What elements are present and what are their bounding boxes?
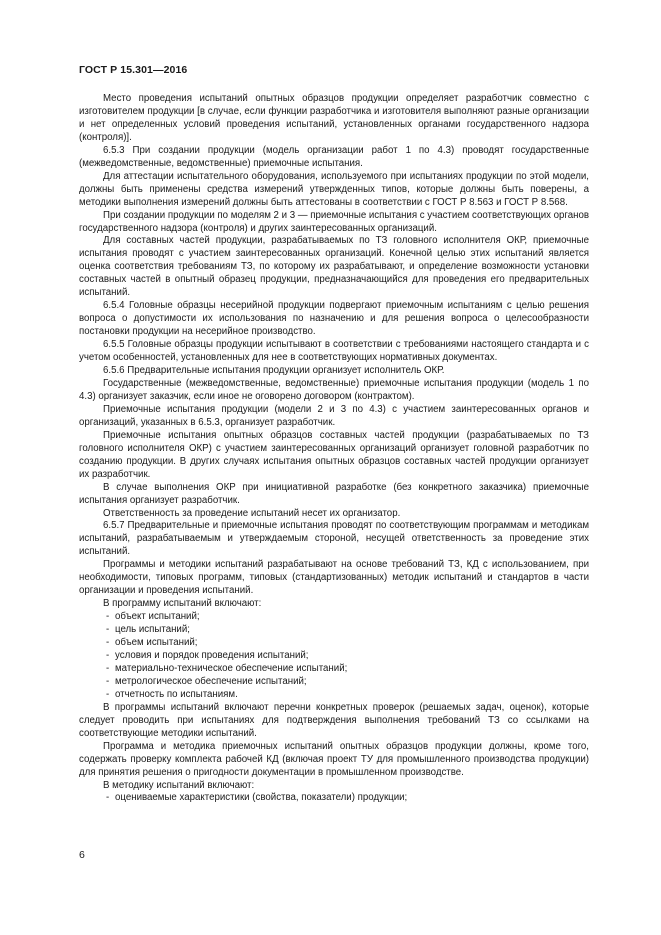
paragraph: 6.5.4 Головные образцы несерийной продукции подвергают приемочным испытаниям с целью решения вопроса о допустимости их использования по назначению и для решения вопроса о целесообразности постановки продукции на несерийное производство.: [79, 300, 589, 338]
dash-bullet: -: [106, 792, 110, 804]
dash-bullet: -: [106, 637, 110, 649]
list-item: - отчетность по испытаниям.: [106, 688, 238, 700]
list-item: - материально-техническое обеспечение испытаний;: [106, 662, 348, 674]
paragraph: 6.5.7 Предварительные и приемочные испытания проводят по соответствующим программам и методикам испытаний, разрабатываемым и утверждаемым стороной, несущей ответственность за проведение этих испытаний.: [79, 520, 589, 558]
dash-bullet: -: [106, 688, 110, 700]
paragraph: Государственные (межведомственные, ведомственные) приемочные испытания продукции (модель 1 по 4.3) организует заказчик, если иное не оговорено договором (контрактом).: [79, 377, 589, 402]
list-item: - оцениваемые характеристики (свойства, показатели) продукции;: [106, 792, 408, 804]
dash-bullet: -: [106, 662, 110, 674]
list-item: - цель испытаний;: [106, 624, 190, 636]
dash-bullet: -: [106, 675, 110, 687]
paragraph: Программа и методика приемочных испытаний опытных образцов продукции должны, кроме того, содержать проверку комплекта рабочей КД (включая проект ТУ для промышленного производства продукции) для принятия решения о пригодности документации в промышленном производстве.: [79, 740, 589, 778]
paragraph: Для аттестации испытательного оборудования, используемого при испытаниях продукции по этой модели, должны быть применены средства измерений утвержденных типов, которые должны быть поверены, а методики выполнения измерений должны быть аттестованы в соответствии с ГОСТ Р 8.563 и ГОСТ Р 8.568.: [79, 170, 589, 208]
paragraph: Место проведения испытаний опытных образцов продукции определяет разработчик совместно с изготовителем продукции [в случае, если функции разработчика и изготовителя выполняют разные организации и нет определенных условий проведения испытаний, установленных органами государственного надзора (контроля)].: [79, 93, 589, 143]
paragraph: Приемочные испытания опытных образцов составных частей продукции (разрабатываемых по ТЗ головного исполнителя ОКР) с участием заинтересованных организаций организует головной разработчик по созданию продукции. В других случаях испытания опытных образцов составных частей продукции организует их разработчик.: [79, 429, 589, 480]
paragraph: Ответственность за проведение испытаний несет их организатор.: [103, 507, 401, 519]
page-header: ГОСТ Р 15.301—2016: [79, 64, 188, 76]
dash-bullet: -: [106, 649, 110, 661]
paragraph: 6.5.5 Головные образцы продукции испытывают в соответствии с требованиями настоящего стандарта и с учетом особенностей, установленных для нее в соответствующих нормативных документах.: [79, 339, 589, 364]
dash-bullet: -: [106, 624, 110, 636]
paragraph: При создании продукции по моделям 2 и 3 — приемочные испытания с участием соответствующих органов государственного надзора (контроля) и других заинтересованных организаций.: [79, 209, 590, 234]
paragraph: В программу испытаний включают:: [103, 598, 262, 610]
paragraph: В случае выполнения ОКР при инициативной разработке (без конкретного заказчика) приемочные испытания организует разработчик.: [79, 481, 589, 506]
document-body: [79, 93, 589, 805]
list-item: - условия и порядок проведения испытаний;: [106, 649, 309, 661]
page-number: 6: [79, 849, 85, 861]
list-item: - объем испытаний;: [106, 637, 198, 649]
paragraph: Приемочные испытания продукции (модели 2 и 3 по 4.3) с участием заинтересованных органов и организаций, указанных в 6.5.3, организует разработчик.: [79, 403, 589, 428]
paragraph: 6.5.6 Предварительные испытания продукции организует исполнитель ОКР.: [103, 365, 445, 377]
dash-bullet: -: [106, 611, 110, 623]
paragraph: Для составных частей продукции, разрабатываемых по ТЗ головного исполнителя ОКР, приемочные испытания проводят с участием заинтересованных организаций. Конечной целью этих испытаний является оценка соответствия требованиям ТЗ, по которому их разрабатывают, и определение возможности установки составных частей в опытный образец продукции, предназначающийся для проведения его предварительных испытаний.: [79, 235, 589, 299]
paragraph: В методику испытаний включают:: [103, 779, 255, 791]
list-item: - метрологическое обеспечение испытаний;: [106, 675, 307, 687]
paragraph: 6.5.3 При создании продукции (модель организации работ 1 по 4.3) проводят государственные (межведомственные, ведомственные) приемочные испытания.: [79, 144, 589, 169]
test-method-list: [79, 792, 589, 805]
test-program-list: [79, 611, 589, 702]
paragraph: Программы и методики испытаний разрабатывают на основе требований ТЗ, КД с использованием, при необходимости, типовых программ, типовых (стандартизованных) методик испытаний и стандартов в части организации и проведения испытаний.: [79, 559, 589, 597]
paragraph: В программы испытаний включают перечни конкретных проверок (решаемых задач, оценок), которые следует проводить при испытаниях для подтверждения выполнения требований ТЗ со ссылками на соответствующие методики испытаний.: [79, 701, 589, 739]
list-item: - объект испытаний;: [106, 611, 200, 623]
